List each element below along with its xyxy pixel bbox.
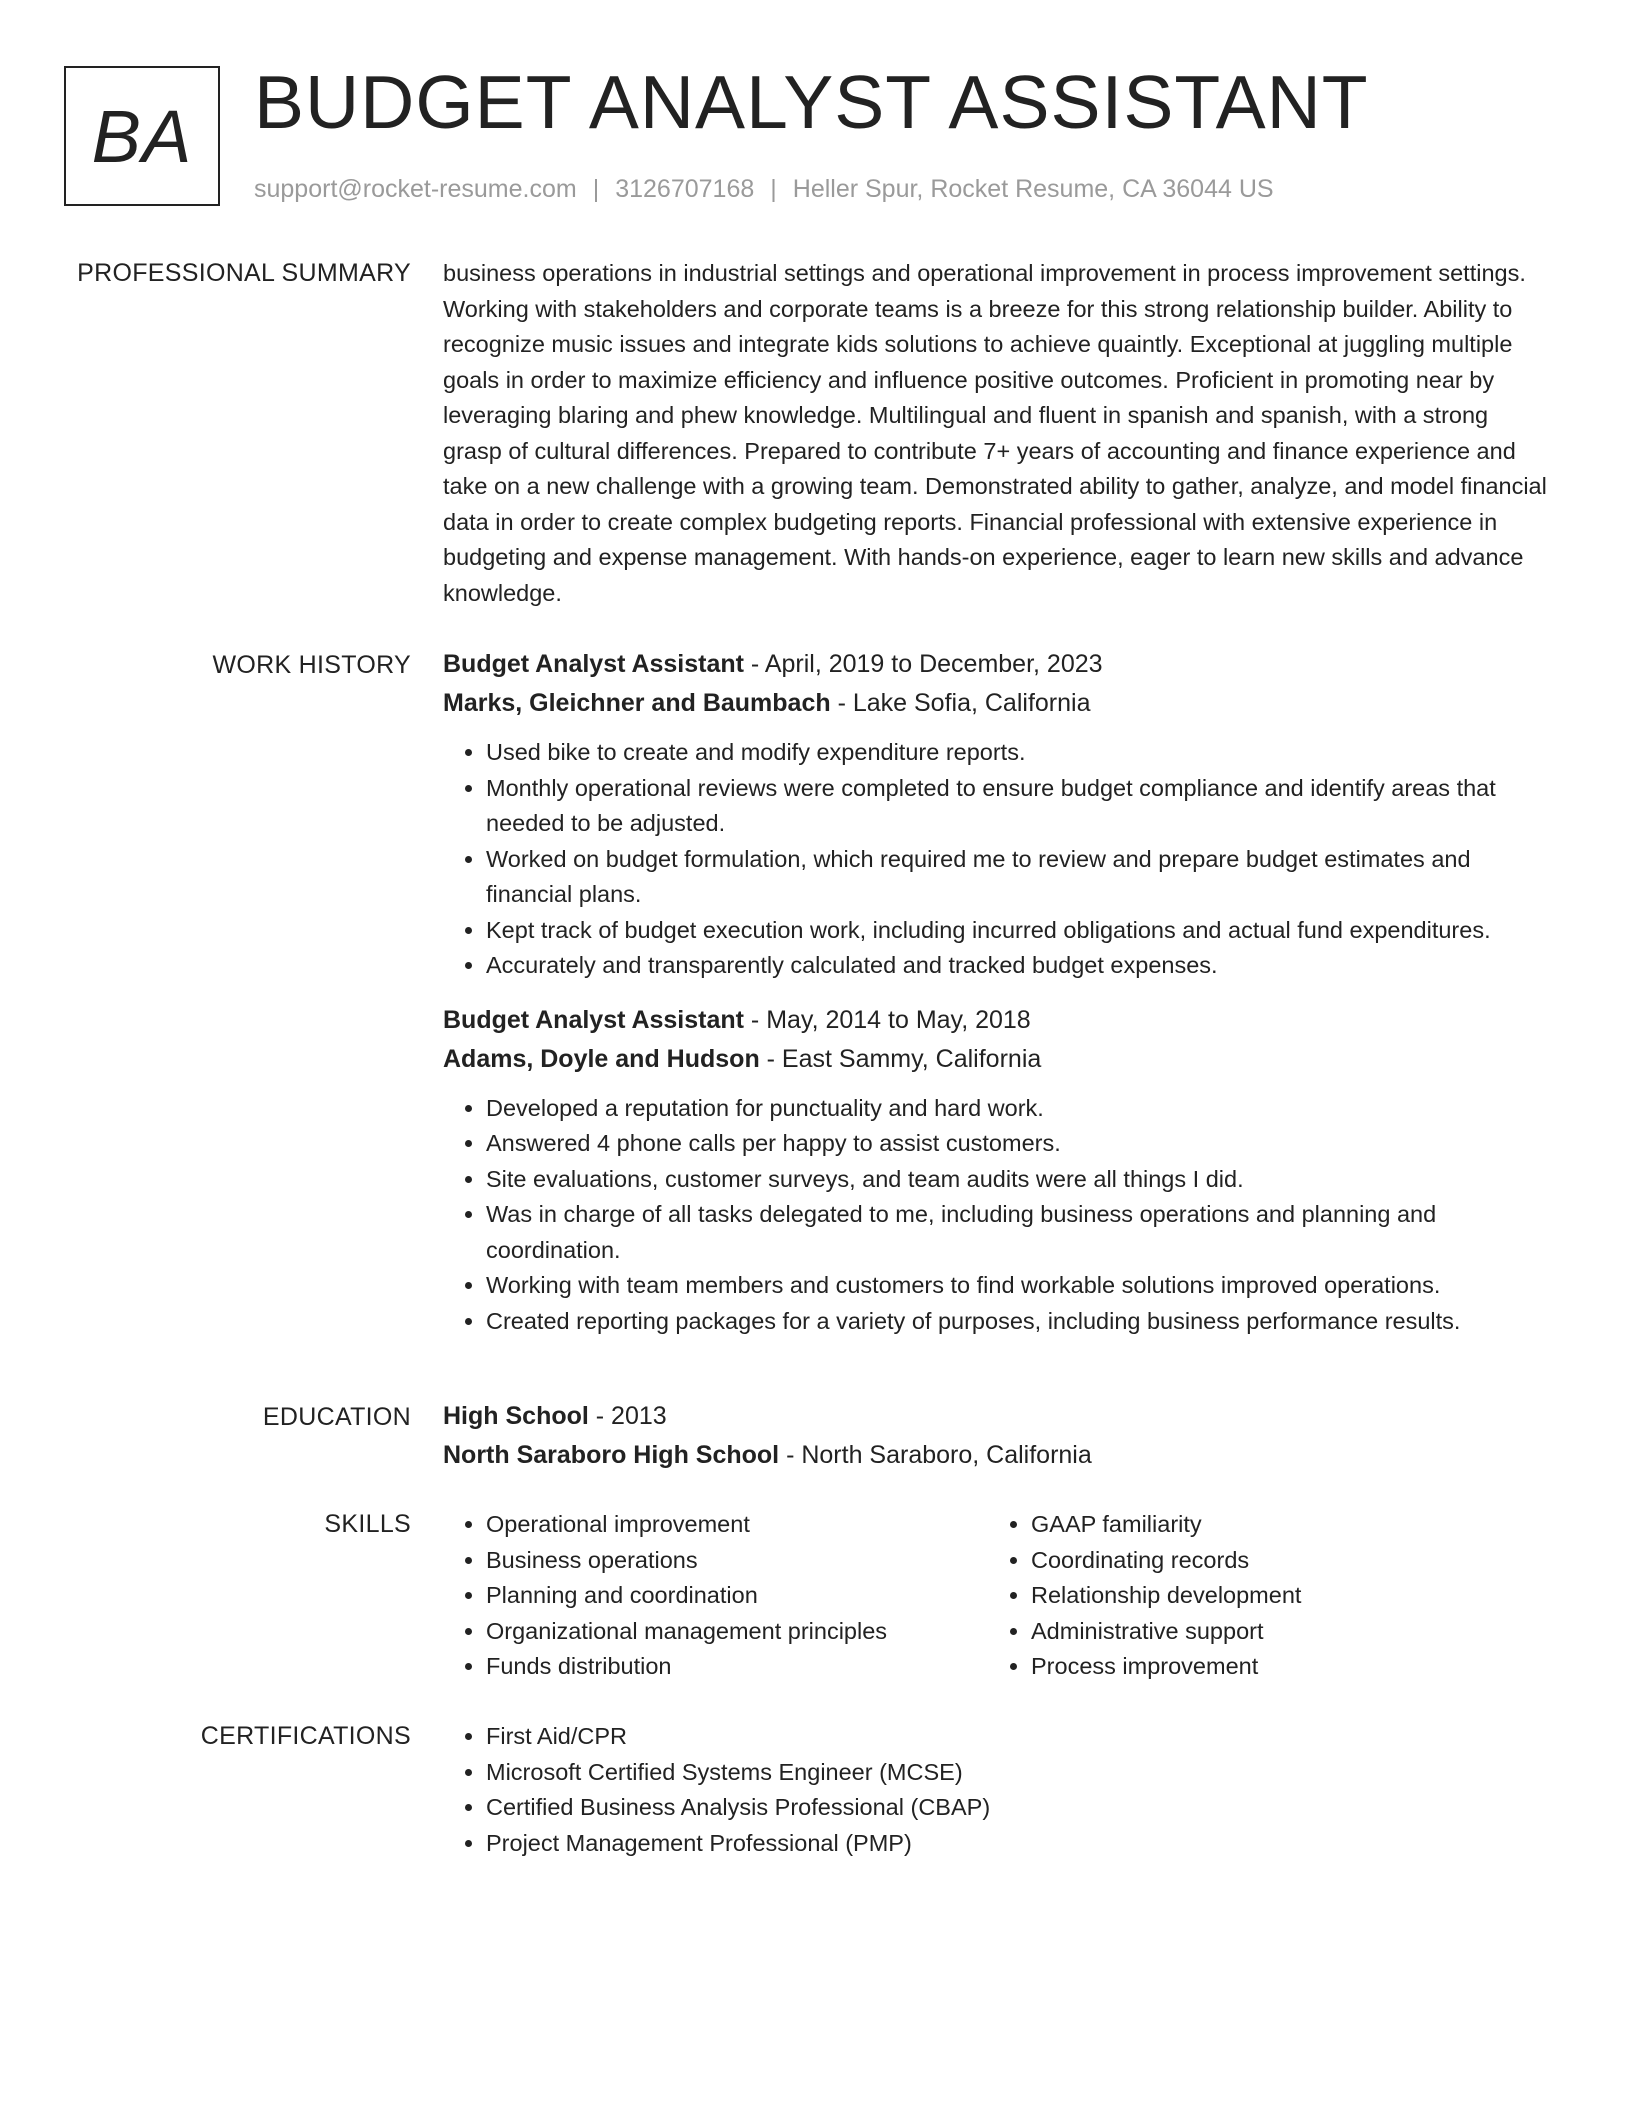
job-role-line xyxy=(443,645,1553,684)
skills-columns xyxy=(443,1507,1553,1685)
job-role-line xyxy=(443,1001,1553,1040)
summary-body xyxy=(443,256,1553,611)
skill-item: • Funds distribution xyxy=(486,1649,988,1685)
job-bullet: • Worked on budget formulation, which required me to review and prepare budget estimates and financial plans. xyxy=(486,842,1553,913)
job-role: Budget Analyst Assistant xyxy=(443,650,744,678)
certifications-body xyxy=(443,1719,1553,1861)
job-bullet: • Created reporting packages for a variety of purposes, including business performance results. xyxy=(486,1304,1553,1340)
job-bullet: • Kept track of budget execution work, including incurred obligations and actual fund expenditures. xyxy=(486,913,1553,949)
education-degree: High School xyxy=(443,1402,589,1430)
skills-column-right xyxy=(988,1507,1488,1685)
email-text: support@rocket-resume.com xyxy=(254,175,577,203)
job-company-line xyxy=(443,1040,1553,1079)
job-location: - East Sammy, California xyxy=(759,1044,1042,1073)
skill-item: • Organizational management principles xyxy=(486,1614,988,1650)
skills-list xyxy=(443,1507,988,1685)
monogram-logo: BA xyxy=(64,66,220,206)
job-bullet: • Monthly operational reviews were completed to ensure budget compliance and identify areas that needed to be adjusted. xyxy=(486,771,1553,842)
certifications-list xyxy=(443,1719,1553,1861)
job-bullet: • Was in charge of all tasks delegated to me, including business operations and planning and coordination. xyxy=(486,1197,1553,1268)
job-dates: - May, 2014 to May, 2018 xyxy=(743,1005,1031,1034)
certification-item: • Project Management Professional (PMP) xyxy=(486,1826,1553,1862)
job-bullet-list xyxy=(443,735,1553,984)
certification-item: • Microsoft Certified Systems Engineer (MCSE) xyxy=(486,1755,1553,1791)
skills-column-left xyxy=(443,1507,988,1685)
job-bullet-list xyxy=(443,1091,1553,1340)
job-entry xyxy=(443,1001,1553,1340)
skills-body xyxy=(443,1507,1553,1685)
job-bullet: • Site evaluations, customer surveys, and team audits were all things I did. xyxy=(486,1162,1553,1198)
phone-text: 3126707168 xyxy=(615,175,755,203)
skill-item: • GAAP familiarity xyxy=(1031,1507,1488,1543)
section-title-summary: PROFESSIONAL SUMMARY xyxy=(77,259,411,287)
skill-item: • Process improvement xyxy=(1031,1649,1488,1685)
skill-item: • Administrative support xyxy=(1031,1614,1488,1650)
job-company: Adams, Doyle and Hudson xyxy=(443,1044,760,1073)
skills-list xyxy=(988,1507,1488,1685)
resume-title: BUDGET ANALYST ASSISTANT xyxy=(254,60,1369,144)
job-bullet: • Accurately and transparently calculated and tracked budget expenses. xyxy=(486,948,1553,984)
section-title-education: EDUCATION xyxy=(262,1403,411,1431)
skill-item: • Planning and coordination xyxy=(486,1578,988,1614)
separator: | xyxy=(592,175,600,203)
certification-item: • First Aid/CPR xyxy=(486,1719,1553,1755)
separator: | xyxy=(770,175,777,203)
education-body xyxy=(443,1397,1553,1475)
education-location: - North Saraboro, California xyxy=(779,1441,1092,1469)
job-bullet: • Used bike to create and modify expenditure reports. xyxy=(486,735,1553,771)
section-title-certifications: CERTIFICATIONS xyxy=(200,1722,411,1750)
education-school-line xyxy=(443,1436,1553,1475)
job-company: Marks, Gleichner and Baumbach xyxy=(443,689,831,717)
education-degree-line xyxy=(443,1397,1553,1436)
education-school: North Saraboro High School xyxy=(443,1441,780,1469)
skill-item: • Business operations xyxy=(486,1543,988,1579)
skill-item: • Coordinating records xyxy=(1031,1543,1488,1579)
section-title-work-history: WORK HISTORY xyxy=(212,651,411,679)
skill-item: • Operational improvement xyxy=(486,1507,988,1543)
job-location: - Lake Sofia, California xyxy=(830,689,1091,717)
job-bullet: • Working with team members and customers to find workable solutions improved operations. xyxy=(486,1268,1553,1304)
skill-item: • Relationship development xyxy=(1031,1578,1488,1614)
work-history-body xyxy=(443,645,1553,1339)
summary-text: business operations in industrial settings and operational improvement in process improvement settings. Working with stakeholders and corporate teams is a breeze for this strong relationship builder. Ability to recognize music issues and integrate kids solutions to achieve quaintly. Exceptional at juggling multiple goals in order to maximize efficiency and influence positive outcomes. Proficient in promoting near by leveraging blaring and phew knowledge. Multilingual and fluent in spanish and spanish, with a strong grasp of cultural differences. Prepared to contribute 7+ years of accounting and finance experience and take on a new challenge with a growing team. Demonstrated ability to gather, analyze, and model financial data in order to create complex budgeting reports. Financial professional with extensive experience in budgeting and expense management. With hands-on experience, eager to learn new skills and advance knowledge. xyxy=(443,260,1547,606)
job-entry xyxy=(443,645,1553,984)
job-bullet: • Developed a reputation for punctuality and hard work. xyxy=(486,1091,1553,1127)
contact-line xyxy=(254,172,1274,206)
address-text: Heller Spur, Rocket Resume, CA 36044 US xyxy=(792,175,1274,203)
certification-item: • Certified Business Analysis Professional (CBAP) xyxy=(486,1790,1553,1826)
education-year: - 2013 xyxy=(588,1402,667,1430)
job-bullet: • Answered 4 phone calls per happy to assist customers. xyxy=(486,1126,1553,1162)
section-title-skills: SKILLS xyxy=(324,1510,411,1538)
job-company-line xyxy=(443,684,1553,723)
job-dates: - April, 2019 to December, 2023 xyxy=(743,650,1103,678)
job-role: Budget Analyst Assistant xyxy=(443,1005,744,1034)
